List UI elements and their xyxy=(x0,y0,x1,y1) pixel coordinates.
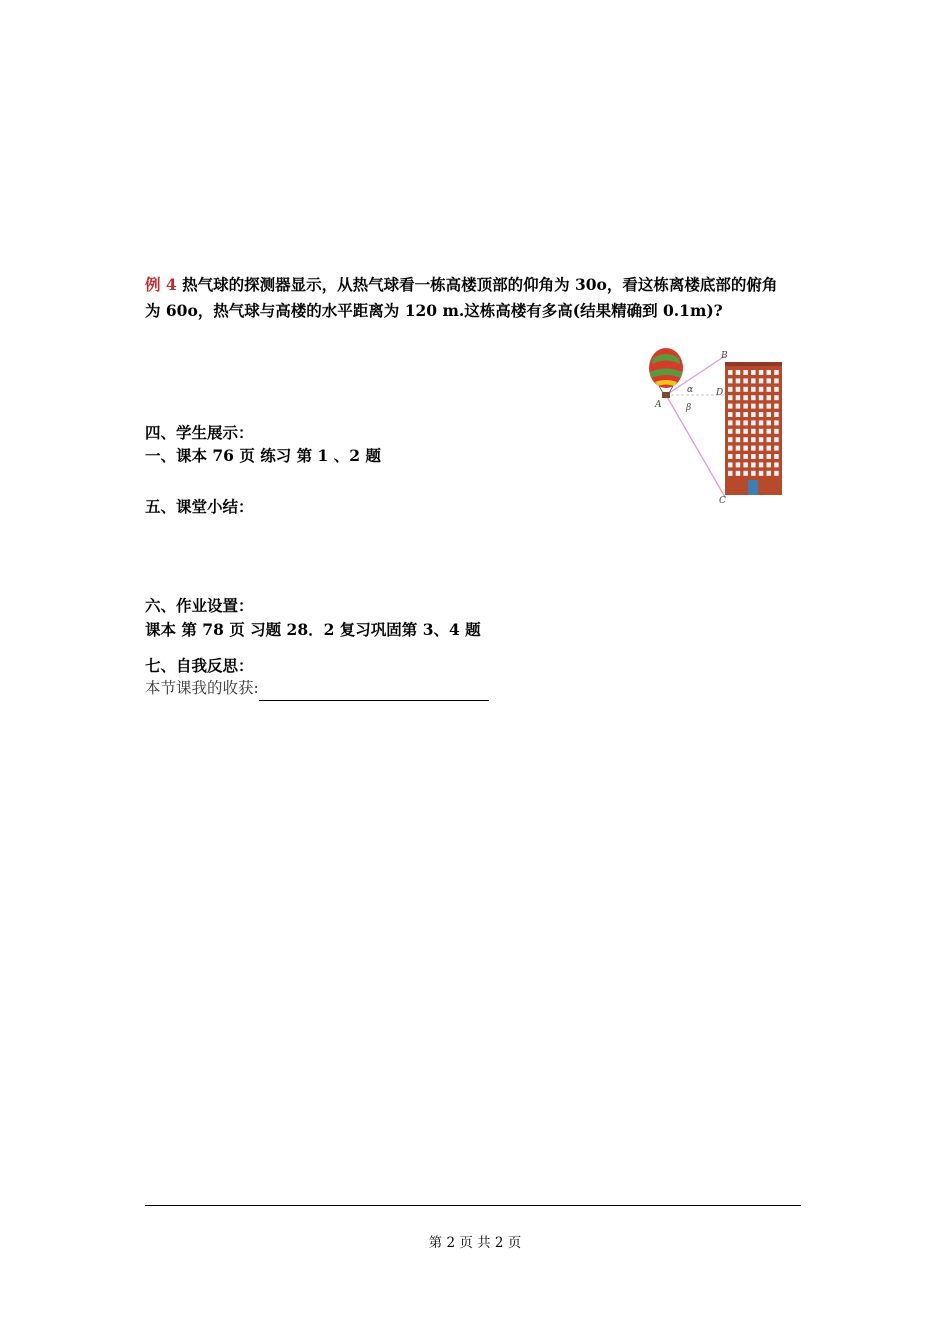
section-7-prompt: 本节课我的收获: xyxy=(145,679,259,697)
building-window xyxy=(767,429,772,434)
building-window xyxy=(743,378,748,383)
building-window xyxy=(751,437,756,442)
building-window xyxy=(774,446,779,451)
building-window xyxy=(774,378,779,383)
building-window xyxy=(736,412,741,417)
line-ac xyxy=(666,395,725,497)
building-window xyxy=(728,370,733,375)
label-d: D xyxy=(716,388,724,398)
balloon-icon xyxy=(649,348,683,398)
building-window xyxy=(751,370,756,375)
building-window xyxy=(736,471,741,476)
building-window xyxy=(751,378,756,383)
building-window xyxy=(751,454,756,459)
building-window xyxy=(743,454,748,459)
building-window xyxy=(728,412,733,417)
building-window xyxy=(728,446,733,451)
building-window xyxy=(728,471,733,476)
footer-divider xyxy=(145,1205,801,1206)
building-window xyxy=(774,429,779,434)
building-window xyxy=(743,420,748,425)
building-window xyxy=(743,462,748,467)
building-window xyxy=(751,471,756,476)
label-beta: β xyxy=(686,403,692,413)
building-window xyxy=(767,454,772,459)
building-window xyxy=(736,437,741,442)
building-window xyxy=(751,429,756,434)
building-window xyxy=(774,395,779,400)
building-window xyxy=(767,378,772,383)
building-window xyxy=(767,412,772,417)
building-window xyxy=(774,437,779,442)
building-window xyxy=(728,462,733,467)
building-window xyxy=(774,370,779,375)
building-window xyxy=(736,420,741,425)
label-c: C xyxy=(719,496,726,505)
example-text-1: 热气球的探测器显示，从热气球看一栋高楼顶部的仰角为 30o，看这栋离楼底部的俯角 xyxy=(176,275,778,294)
building-window xyxy=(743,412,748,417)
building-window xyxy=(751,446,756,451)
example-label: 例 4 xyxy=(145,275,177,294)
building-window xyxy=(767,437,772,442)
section-7-title: 七、自我反思： xyxy=(145,656,254,675)
building-window xyxy=(774,404,779,409)
balloon-building-figure xyxy=(640,340,790,505)
building-window xyxy=(728,437,733,442)
building-window xyxy=(759,454,764,459)
building-window xyxy=(728,387,733,392)
building-window xyxy=(751,420,756,425)
building-window xyxy=(774,454,779,459)
building-window xyxy=(759,387,764,392)
building-window xyxy=(751,395,756,400)
building-window xyxy=(767,395,772,400)
building-window xyxy=(743,387,748,392)
building-window xyxy=(728,454,733,459)
building-window xyxy=(743,471,748,476)
building-window xyxy=(751,412,756,417)
building-window xyxy=(759,412,764,417)
building-window xyxy=(736,395,741,400)
section-6-title: 六、作业设置： xyxy=(145,596,254,615)
building-window xyxy=(759,420,764,425)
building-window xyxy=(759,471,764,476)
building-window xyxy=(728,404,733,409)
building-window xyxy=(774,412,779,417)
building-window xyxy=(751,462,756,467)
building-window xyxy=(743,437,748,442)
building-icon xyxy=(725,362,782,495)
building-window xyxy=(751,404,756,409)
example-4-line2: 为 60o，热气球与高楼的水平距离为 120 m.这栋高楼有多高(结果精确到 0.1m)? xyxy=(145,301,723,320)
building-window xyxy=(759,446,764,451)
building-window xyxy=(728,395,733,400)
building-window xyxy=(728,420,733,425)
building-window xyxy=(767,446,772,451)
building-window xyxy=(743,404,748,409)
page-number: 第 2 页 共 2 页 xyxy=(428,1235,522,1251)
building-window xyxy=(774,471,779,476)
building-window xyxy=(759,429,764,434)
building-window xyxy=(736,387,741,392)
building-window xyxy=(774,387,779,392)
building-window xyxy=(759,370,764,375)
building-window xyxy=(751,387,756,392)
building-window xyxy=(759,378,764,383)
building-window xyxy=(743,446,748,451)
building-window xyxy=(767,462,772,467)
section-4-item: 一、课本 76 页 练习 第 1 、2 题 xyxy=(145,446,381,465)
building-window xyxy=(767,370,772,375)
building-window xyxy=(774,462,779,467)
answer-underline xyxy=(259,682,489,701)
section-4-title: 四、学生展示： xyxy=(145,423,254,442)
building-window xyxy=(736,370,741,375)
building-window xyxy=(767,471,772,476)
building-window xyxy=(759,395,764,400)
building-window xyxy=(743,429,748,434)
building-window xyxy=(767,387,772,392)
label-a: A xyxy=(655,400,662,410)
building-window xyxy=(736,462,741,467)
building-window xyxy=(728,378,733,383)
building-window xyxy=(736,454,741,459)
building-window xyxy=(743,395,748,400)
example-4-line1 xyxy=(145,272,777,298)
section-5-title: 五、课堂小结： xyxy=(145,497,254,516)
building-window xyxy=(767,420,772,425)
label-alpha: α xyxy=(687,385,694,395)
section-7-prompt-row xyxy=(145,675,489,701)
building-window xyxy=(728,429,733,434)
building-window xyxy=(736,378,741,383)
label-b: B xyxy=(721,351,728,361)
section-6-item: 课本 第 78 页 习题 28．2 复习巩固第 3、4 题 xyxy=(145,620,481,639)
building-window xyxy=(759,437,764,442)
building-window xyxy=(736,429,741,434)
building-window xyxy=(774,420,779,425)
building-window xyxy=(767,404,772,409)
building-window xyxy=(743,370,748,375)
building-window xyxy=(736,446,741,451)
building-window xyxy=(759,462,764,467)
building-window xyxy=(736,404,741,409)
building-window xyxy=(759,404,764,409)
